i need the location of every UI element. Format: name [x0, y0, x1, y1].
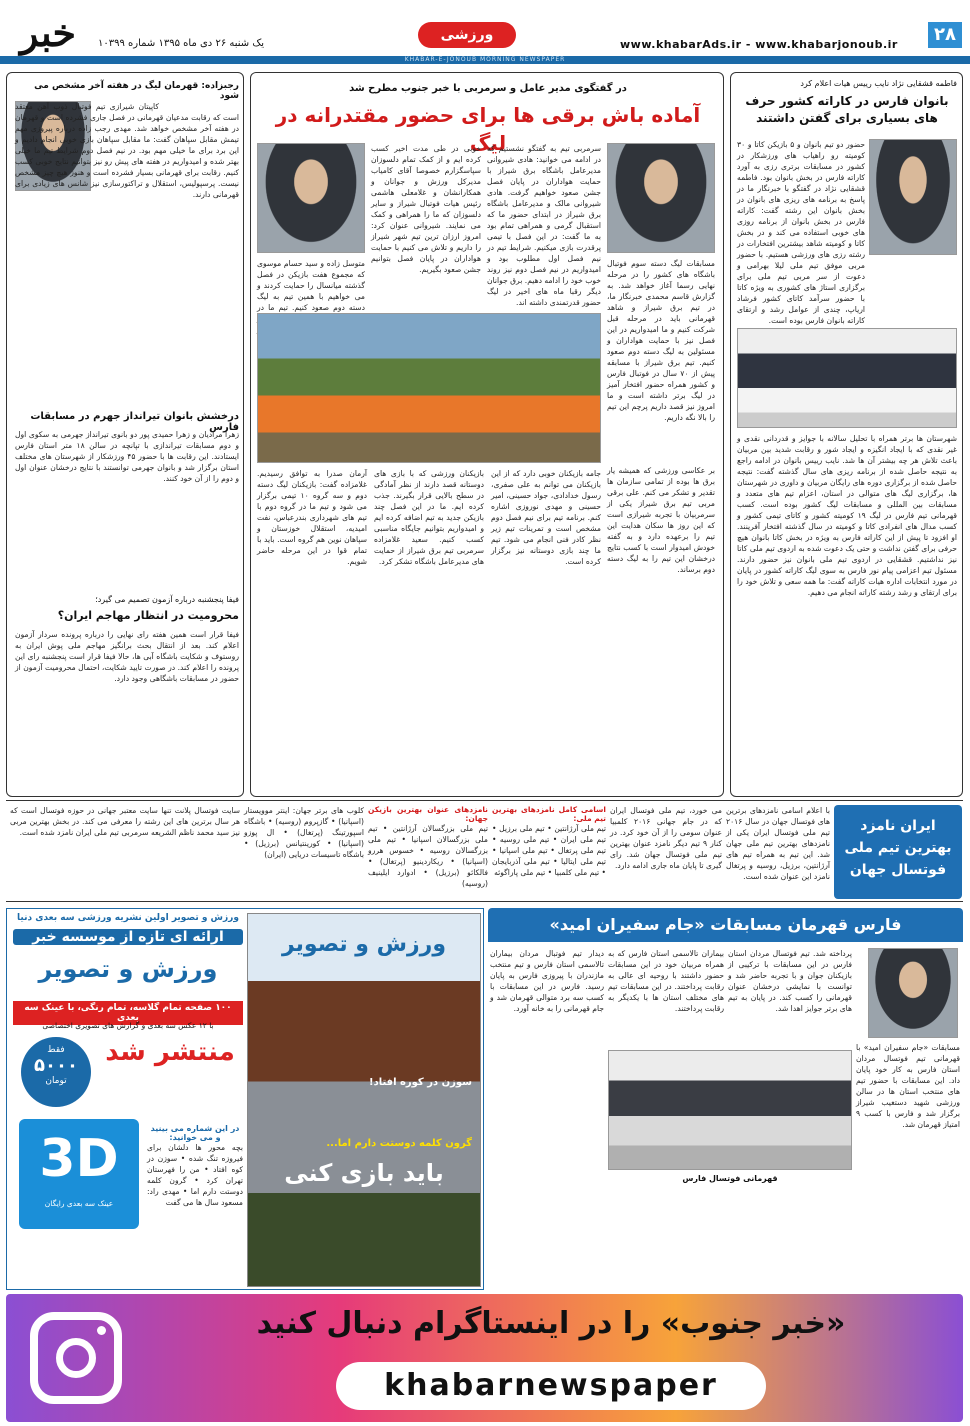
nominees-col-2: می خورد، تیم ملی فوتسال ایران که در جام جهانی ۲۰۱۶ کلمبیا عنوان سومی را از آن خود کرد. در کنار ۹ تیم دیگر نامزد عنوان بهترین تیم ملی فوتسال جهان شد. رای گیری تا پایان ماه جاری ادامه دارد.: [610, 806, 722, 870]
cover-title: ورزش و تصویر: [281, 932, 447, 957]
instagram-follow-text: «خبر جنوب» را در اینستاگرام دنبال کنید: [256, 1306, 846, 1341]
newspaper-logo: خبر: [20, 10, 76, 55]
section-label: ورزشی: [418, 22, 516, 48]
team-photo: [257, 313, 601, 463]
cover-sub: سوزن در کوره افتاد!: [369, 1077, 472, 1088]
masthead-strip: KHABAR-E-JONOUB MORNING NEWSPAPER: [0, 56, 970, 64]
article-body: کاپیتان شیرازی تیم فوتبال ذوب آهن معتقد است که رقابت مدعیان قهرمانی در فصل جاری فشرده است و قهرمان در هفته آخر مشخص خواهد شد. مهدی رجب زاده درباره پیروزی مهم تیمش مقابل سپاهان گفت: ما مقابل سپاهان بازی خوبی انجام دادیم و این برد برای ما خیلی مهم بود. در نیم فصل دوم شرایط تیم ما خیلی بهتر شده و امیدواریم در هفته های پیش رو نیز بتوانیم نتایج خوبی کسب کنیم. رقابت برای قهرمانی بسیار فشرده است و هنوز هیچ چیز مشخص نیست. پرسپولیس، استقلال و تراکتورسازی نیز شانس های زیادی برای قهرمانی دارند.: [15, 102, 239, 199]
price-value: ۵۰۰۰: [34, 1055, 78, 1076]
left-articles: [6, 72, 244, 797]
article-body: حضور دو تیم بانوان و ۵ بازیکن کاتا و ۳۰ کومیته رو راهیاب های ورزشکار در کشور در مسابقات برتری رزی به آورد کاراته فارس در بخش بانوان بود. فاطمه قشقایی نژاد در گفتگو با خبرنگار ما در پاسخ به برنامه های ریزی های بانوان در بخش بانوان این رشته گفت: کاراته فارس در بخش بانوان از برنامه روزی های خوبی استفاده می کند و در بخش کاتا و کومیته شاهد بیشترین افتخارات در رشته رزی های ورزشی هستیم. با حضور مربی موفق تیم ملی لیلا بهرامی و دعوت از سر مربی تیم ملی برای برگزاری استاژ های کشوری به ویژه کاتا با حضور سرآمد کاتای کشور فرشاد اریاپ، چندی از عوامل رشد و ارتقای کاراته بانوان فارس بوده است.: [737, 140, 865, 325]
list-body: تیم ملی آرژانتین • تیم ملی برزیل • تیم ملی ایران • تیم ملی روسیه • تیم ملی پرتغال • تیم ملی اسپانیا • تیم ملی ایتالیا • تیم ملی آذربایجان • تیم ملی کلمبیا • تیم ملی پاراگوئه: [492, 824, 606, 877]
nominees-list-2: [368, 805, 488, 899]
futsal-article: [488, 908, 963, 1290]
ad-published: منتشر شد: [105, 1037, 235, 1067]
glasses-label: عینک سه بعدی رایگان: [44, 1199, 114, 1208]
in-issue-list: بچه محور ها دلشان برای فیروزه تنگ شده • سوزن در کوه افتاد • من را فهرستان تهران کرد • گرون کلمه دوستت دارم اما • مهدی راد: مسعود سال ها می گفت: [147, 1143, 243, 1207]
ad-magazine-name: ورزش و تصویر: [38, 955, 218, 983]
list-title: نامزدهای عنوان بهترین بازیکن جهان:: [368, 805, 488, 823]
page-number: ۲۸: [928, 22, 962, 48]
nominees-list-3: کلوب های برتر جهان: اینتر موویستار (اسپانیا) • گازپروم (روسیه) • باشگاه اسپورتینگ (پرتغال) • ال پوزو (اسپانیا) • کورینتیانس (برزیل) • باشگاه تاسیسات دریایی (ایران): [244, 806, 364, 859]
shooting-body: زهرا مرادیان و زهرا حمیدی پور دو بانوی تیرانداز جهرمی به سکوی اول و دوم مسابقات تیراندازی با تپانچه در سالن ۱۸ متر استان فارس ایستادند. این رقابت ها با حضور ۴۵ ورزشکار از شهرستان های مختلف استان برگزار شد و بانوان جهرمی توانستند با نتایج درخشان عنوان اول و دوم را از آن خود کنند.: [15, 430, 239, 483]
futsal-col-3: بیماران تالاسمی استان فارس که به همراه مربیان خود در این مسابقات حضور داشتند با روحیه ای عالی به رقابت پرداختند. در این مسابقات تیم های مختلف استان ها با یکدیگر به رقابت پرداختند.: [608, 949, 724, 1013]
article-lower-col-4: آرمان صدرا به توافق رسیدیم. غلامزاده گفت: بازیکنان لیگ دسته دوم و سه گروه ۱۰ تیمی برگزار می شود و تیم ما در گروه دوم با تیم های شهرداری بندرعباس، نفت امیدیه، استقلال خوزستان و سپاهان نوین هم گروه است. باید با تمام قوا در این مرحله حاضر شویم.: [257, 469, 367, 566]
threed-label: 3D: [39, 1129, 119, 1189]
nominees-col-last: سایت فوتسال پلانت تنها سایت معتبر جهانی در حوزه فوتسال است که هر سال برترین های این رشته را معرفی می کند. در بخش بهترین مربی نیز سید محمد ناظم الشریعه سرمربی تیم ملی ایران نامزد شده است.: [10, 806, 240, 837]
futsal-col-1: مسابقات «جام سفیران امید» با قهرمانی تیم فوتسال مردان استان فارس به کار خود پایان داد. این مسابقات با حضور تیم های منتخب استان ها در سالن ورزشی شهید دستغیب شیراز برگزار شد و فارس با کسب ۹ امتیاز قهرمان شد.: [856, 1043, 960, 1129]
instagram-icon: [30, 1312, 122, 1404]
futsal-banner: [488, 908, 963, 942]
futsal-col-2: پرداخته شد. تیم فوتسال مردان استان فارس در این مسابقات با ترکیبی از بازیکنان جوان و با تجربه حاضر شد و توانست با نمایشی درخشان عنوان قهرمانی را کسب کند. در پایان به تیم های برتر جوایز اهدا شد.: [728, 949, 852, 1013]
fifa-kicker: فیفا پنجشنبه درباره آزمون تصمیم می گیرد؛: [95, 595, 239, 604]
article-lower-col-3: بازیکنان ورزشی که با بازی های دوستانه قصد دارند از نظر آمادگی در سطح بالایی قرار بگیرند. جذب کرده ایم. ما در این فصل چند بازیکن جدید به تیم اضافه کرده ایم و امیدواریم بتوانیم جایگاه مناسبی کسب کنیم. سعید غلامزاده سرمربی تیم برق شیراز از حمایت های مدیرعامل باشگاه تشکر کرد.: [374, 469, 484, 566]
futsal-banner-title: فارس قهرمان مسابقات «جام سفیران امید»: [549, 915, 902, 934]
nominees-list-1: [492, 805, 606, 899]
karate-official-photo: [869, 139, 957, 255]
price-label: فقط: [47, 1045, 65, 1055]
futsal-col-4: دیدار تیم فوتبال مردان بیماران تالاسمی استان فارس و تیم منتخب مازندران با پیروزی فارس به پایان رسید. فارس در این مسابقات با کسب سه برد متوالی قهرمان شد و جام قهرمانی را به خانه آورد.: [490, 949, 604, 1013]
futsal-player-photo: [868, 948, 958, 1038]
list-body: تیم ملی بزرگسالان آرژانتین • تیم ملی بزرگسالان اسپانیا • تیم ملی بزرگسالان روسیه • خسوس هررو (اسپانیا) • ریکاردینیو (پرتغال) • فالکائو (برزیل) • ادوارد ایلینیف (روسیه): [368, 824, 488, 888]
article-body-cont: شهرستان ها برتر همراه با تحلیل سالانه با جوایز و قدردانی نقدی و غیر نقدی که با ایجاد انگیزه و ایجاد شور و رقابت شدید بین مربیان باعث تلاش هر چه بیشتر آن ها شد. نایب رییس بانوان در ادامه راجع به نتیجه حاصل شده از برنامه ریزی های سال گذشته گفت: نتیجه حاصل شده از برگزاری دوره های رایگان مربیان و داوری در شهرستان ها، برگزاری لیگ های متوالی در استان، اعزام تیم های متعدد و مسابقات بین المللی و مسابقات لیگ کشور بوده است. کسب قهرمانی تیم فارس در لیگ ۱۹ کومیته کشور و کاتای تیمی کشور و کسب مدال های انفرادی کاتا و کومیته در سال گذشته افتخار آفرینند. او افزود تا پیش از این کاراته فارس به ویژه در بخش کاتا بانوان هیچ حرفی برای گفتن نداشت و حتی یک دعوت شده به اردوی تیم ملی کاتا نیز نداشتیم. قشقایی در اردوی تیم ملی بانوان نیز حضور دارند. مسئول تیم اعزامی پیام نور فارس به سوی لیگ کاراته کشور در پایان در مورد انتخابات اداره هیات کاراته گفت: ما همه سعی و تلاش خود را برای ارتقای و رشد رشته کاراته انجام می دهیم.: [737, 434, 957, 597]
article-title: رجبزاده: قهرمان لیگ در هفته آخر مشخص می شود: [34, 81, 239, 101]
article-col-3: خوبی در طی مدت اخیر کسب کرده ایم و از کمک تمام دلسوزان سپاسگزارم خصوصا آقای کامیاب مدیرکل ورزش و جوانان و همکارانشان و غلامعلی هاشمی رئیس هیات فوتبال شیراز و سایر دلسوزان که ما را همراهی و کمک می نمایند. شیروانی عنوان کرد: امروز ارزان ترین تیم شهر شیراز را داریم و تلاش می کنیم با حمایت هواداران در پایان فصل بتوانیم جشن صعود بگیریم.: [371, 144, 481, 274]
magazine-cover[interactable]: [247, 913, 481, 1287]
article-title: آماده باش برقی ها برای حضور مقتدرانه در لیگ: [275, 103, 701, 155]
threed-logo: [19, 1119, 139, 1229]
ad-extra: با ۱۲ عکس سه بعدی و گزارش های تصویری اختصاصی: [42, 1021, 214, 1030]
article-title: بانوان فارس در کاراته کشور حرف های بسیاری برای گفتن داشتند: [745, 94, 949, 125]
instagram-ad[interactable]: [6, 1294, 963, 1422]
in-issue-box: [147, 1124, 243, 1284]
karate-team-photo: [737, 328, 957, 428]
article-col-2: مسابقات لیگ دسته سوم فوتبال باشگاه های کشور را در مرحله نهایی رسما آغاز خواهد شد. به گزارش قاسم محمدی خبرنگار ما، در تیم برق شیراز و شاهد قهرمانی باید در مرحله قبل شرکت کنیم و ما امیدواریم در این فصل نیز با حمایت هواداران و مسئولین به لیگ دسته دوم صعود کنیم. تیم برق شیراز با مسابقه پیش از ۷۰ سال در فوتبال فارس و کشور همراه حضور افتخار آمیز در لیگ برتر داشته است و ما امروز نیز قصد داریم پرچم این تیم را بالا نگه داریم.: [607, 259, 715, 422]
subhead-shooting: درخشش بانوان تیرانداز جهرم در مسابقات فارس: [30, 411, 239, 433]
futsal-nominees-strip: [6, 800, 963, 902]
cover-sub2: گرون کلمه دوستت دارم اما...: [326, 1138, 472, 1149]
fifa-title: محرومیت در انتظار مهاجم ایران؟: [57, 609, 239, 622]
site-url[interactable]: www.khabarAds.ir - www.khabarjonoub.ir: [620, 38, 898, 51]
nominee-box-title: ایران نامزد بهترین تیم ملی فوتسال جهان: [844, 818, 952, 878]
nominee-box: [834, 805, 962, 899]
list-title: اسامی کامل نامزدهای بهترین تیم ملی:: [492, 805, 606, 823]
page-header: [0, 0, 970, 62]
futsal-caption: قهرمانی فوتسال فارس: [682, 1174, 778, 1183]
article-kicker: فاطمه قشقایی نژاد نایب رییس هیات اعلام کرد: [800, 79, 957, 88]
price-unit: تومان: [45, 1076, 67, 1086]
cover-headline: باید بازی کنی: [284, 1159, 444, 1187]
ad-presents: ارائه ای تازه از موسسه خبر: [13, 929, 243, 945]
instagram-handle[interactable]: [336, 1362, 766, 1410]
magazine-ad[interactable]: [6, 908, 484, 1290]
article-kicker: در گفتگوی مدیر عامل و سرمربی با خبر جنوب مطرح شد: [349, 83, 627, 94]
coach-photo: [257, 143, 365, 253]
ad-top-line: ورزش و تصویر اولین نشریه ورزشی سه بعدی دنیا: [17, 913, 239, 923]
issue-date: یک شنبه ۲۶ دی ماه ۱۳۹۵ شماره ۱۰۳۹۹: [98, 38, 265, 49]
fifa-body: فیفا قرار است همین هفته رای نهایی را درباره پرونده سردار آزمون اعلام کند. بعد از انتقال بحث برانگیز مهاجم ملی پوش ایران به روستوف و شکایت باشگاه آبی ها، حالا فیفا قرار است پنجشنبه رای این پرونده را اعلام کند. در صورت تایید شکایت، احتمال محرومیت آزمون از حضور در مسابقات باشگاهی وجود دارد.: [15, 630, 239, 683]
price-badge: [21, 1037, 91, 1107]
article-col-4: متوسل زاده و سید حسام موسوی که مجموع هفت بازیکن در فصل گذشته میانسال را حمایت کردند و می خواهیم با همین تیم به لیگ دسته دوم صعود کنیم. تیم ما در: [257, 259, 365, 312]
nominees-col-1: با اعلام اسامی نامزدهای برترین های فوتسال جهان در سال ۲۰۱۶ تیم ملی فوتسال ایران یکی از نامزدهای بهترین تیم ملی جهان شد. این تیم به همراه تیم های آرژانتین، برزیل، روسیه و پرتغال نامزد این عنوان شده است.: [726, 806, 830, 881]
instagram-handle-text: khabarnewspaper: [384, 1368, 718, 1403]
ceo-photo: [607, 143, 715, 253]
article-lower-col-2: جامه بازیکنان خوبی دارد که از این بازیکنان می توانم به علی صفری، رسول خدادادی، جواد حسینی، امیر حسینی و مهدی نوروزی اشاره کنم. برنامه تیم برای نیم فصل دوم مشخص است و تمرینات تیم زیر نظر کادر فنی انجام می شود. تیم ما چند بازی دوستانه نیز برگزار کرده است.: [491, 469, 601, 566]
futsal-ceremony-photo: [608, 1050, 852, 1170]
article-col-1: سرمربی تیم به گفتگو نشستیم که در ادامه می خوانید: هادی شیروانی مدیرعامل باشگاه برق شیراز با حمایت هواداران در پایان فصل جشن صعود خواهیم گرفت. هادی شیروانی مالک و مدیرعامل باشگاه برق شیراز در ابتدای حضور ما که استقبال گرمی و همراهی تمام بود به ما گفت: در این فصل با تیمی پرقدرت بازی میکنیم. شرایط تیم در نیم فصل اول مطلوب بود و امیدواریم در نیم فصل دوم نیز روند خوب خود را ادامه دهیم. برق جوانان دیگر رقبا ماه های اخیر در لیگ حضور قدرتمندی داشته اند.: [487, 144, 601, 307]
article-lower-col-1: بر عکاسی ورزشی که همیشه یار برق ها بوده از تمامی سازمان ها تقدیر و تشکر می کنم. علی برقی مربی تیم برق شیراز یکی از سرمربیان با تجربه شیرازی است که این روز ها سکان هدایت این تیم را برعهده دارد و به گفته خودش امیدوار است با کسب نتایج درخشان این تیم را به لیگ دسته دوم برساند.: [607, 466, 715, 574]
bargh-article: [250, 72, 724, 797]
ad-specs: ۱۰۰ صفحه تمام گلاسه، تمام رنگی، با عینک سه بعدی: [13, 1001, 243, 1025]
in-issue-title: در این شماره می بینید و می خوانید:: [150, 1124, 240, 1142]
karate-article: [730, 72, 963, 797]
